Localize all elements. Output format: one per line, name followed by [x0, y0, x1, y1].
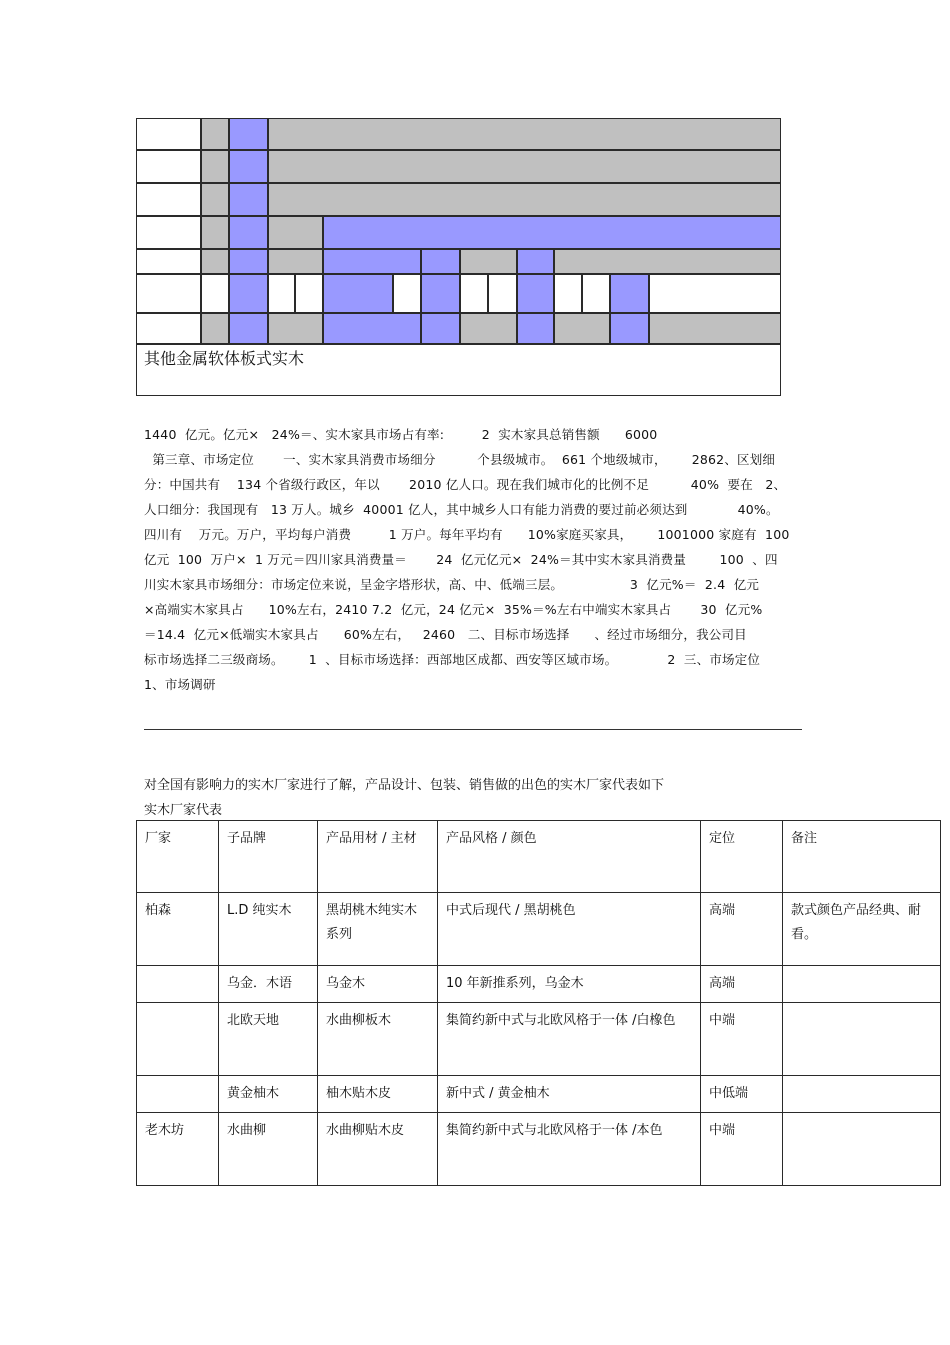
table-cell	[137, 1003, 219, 1076]
grid-gray-cell	[460, 249, 517, 274]
grid-blue-cell	[421, 313, 460, 344]
divider	[144, 729, 802, 730]
grid-blue-cell	[229, 183, 268, 216]
table-cell	[783, 966, 941, 1003]
grid-blue-cell	[517, 274, 554, 313]
table-cell: 水曲柳贴木皮	[318, 1113, 438, 1186]
grid-blue-cell	[229, 313, 268, 344]
table-cell: 中端	[701, 1003, 783, 1076]
table-header-row	[137, 821, 941, 893]
table-cell: 中式后现代 / 黑胡桃色	[438, 893, 701, 966]
paragraph-line: 四川有 万元。万户，平均每户消费 1 万户。每年平均有 10%家庭买家具， 1001000 家庭有 100	[144, 527, 790, 542]
table-row	[137, 1003, 941, 1076]
table-cell	[783, 1003, 941, 1076]
table-row	[137, 893, 941, 966]
header-cell: 产品风格 / 颜色	[438, 821, 701, 893]
table-cell: 中低端	[701, 1076, 783, 1113]
table-row	[137, 1113, 941, 1186]
manufacturer-table	[136, 820, 941, 1186]
table-cell: 乌金木	[318, 966, 438, 1003]
grid-gray-cell	[201, 118, 229, 150]
grid-blue-cell	[610, 274, 649, 313]
table-cell	[783, 1113, 941, 1186]
paragraph-line: 第三章、市场定位 一、实木家具消费市场细分 个县级城市。 661 个地级城市， 2862、区划细	[144, 452, 776, 467]
grid-label-cell	[136, 216, 201, 249]
table-cell: 10 年新推系列，乌金木	[438, 966, 701, 1003]
grid-white-cell	[393, 274, 421, 313]
grid-white-cell	[488, 274, 517, 313]
table-caption: 实木厂家代表	[144, 803, 223, 818]
table-cell: 黄金柚木	[219, 1076, 318, 1113]
grid-label-cell	[136, 150, 201, 183]
grid-white-cell	[295, 274, 323, 313]
table-cell	[137, 1076, 219, 1113]
table-cell: 高端	[701, 966, 783, 1003]
table-cell: 款式颜色产品经典、耐看。	[783, 893, 941, 966]
table-cell: 乌金．木语	[219, 966, 318, 1003]
paragraph-line: ＝14.4 亿元×低端实木家具占 60%左右， 2460 二、目标市场选择 、经过市场细分，我公司目	[144, 627, 747, 642]
grid-label-cell	[136, 118, 201, 150]
grid-gray-cell	[268, 313, 323, 344]
grid-diagram	[0, 0, 950, 400]
table-cell: 水曲柳	[219, 1113, 318, 1186]
grid-blue-cell	[421, 249, 460, 274]
grid-label-cell	[136, 249, 201, 274]
header-cell: 产品用材 / 主材	[318, 821, 438, 893]
table-cell: 水曲柳板木	[318, 1003, 438, 1076]
table-cell: 老木坊	[137, 1113, 219, 1186]
paragraph-line: ×高端实木家具占 10%左右，2410 7.2 亿元，24 亿元× 35%＝%左右中端实木家具占 30 亿元%	[144, 602, 763, 617]
grid-gray-bar	[554, 249, 781, 274]
paragraph-line: 人口细分：我国现有 13 万人。城乡 40001 亿人，其中城乡人口有能力消费的要过前必须达到 40%。	[144, 502, 779, 517]
header-cell: 备注	[783, 821, 941, 893]
grid-blue-cell	[229, 274, 268, 313]
grid-blue-cell	[323, 313, 421, 344]
table-row	[137, 966, 941, 1003]
paragraph-line: 亿元 100 万户× 1 万元＝四川家具消费量＝ 24 亿元亿元× 24%＝其中实木家具消费量 100 、四	[144, 552, 778, 567]
grid-label-cell	[136, 274, 201, 313]
table-cell: 集简约新中式与北欧风格于一体 /白橡色	[438, 1003, 701, 1076]
grid-blue-cell	[323, 249, 421, 274]
grid-gray-cell	[460, 313, 517, 344]
grid-gray-cell	[201, 183, 229, 216]
grid-gray-cell	[201, 249, 229, 274]
grid-blue-cell	[517, 313, 554, 344]
grid-blue-cell	[229, 118, 268, 150]
table-cell: 柚木贴木皮	[318, 1076, 438, 1113]
intro-text: 对全国有影响力的实木厂家进行了解，产品设计、包装、销售做的出色的实木厂家代表如下	[144, 778, 665, 793]
paragraph-line: 标市场选择二三级商场。 1 、目标市场选择：西部地区成都、西安等区域市场。 2 三、市场定位	[144, 652, 761, 667]
paragraph-line: 川实木家具市场细分：市场定位来说，呈金字塔形状，高、中、低端三层。 3 亿元%＝ 2.4 亿元	[144, 577, 760, 592]
grid-blue-cell	[323, 274, 393, 313]
paragraph-line: 1、市场调研	[144, 677, 216, 692]
header-cell: 定位	[701, 821, 783, 893]
grid-white-cell	[268, 274, 295, 313]
grid-blue-cell	[229, 249, 268, 274]
grid-caption: 其他金属软体板式实木	[144, 349, 305, 368]
table-cell: 北欧天地	[219, 1003, 318, 1076]
paragraph-line: 分：中国共有 134 个省级行政区，年以 2010 亿人口。现在我们城市化的比例不足 40% 要在 2、	[144, 477, 787, 492]
grid-gray-cell	[201, 313, 229, 344]
grid-gray-cell	[201, 150, 229, 183]
table-row	[137, 1076, 941, 1113]
grid-blue-cell	[610, 313, 649, 344]
grid-gray-bar	[268, 183, 781, 216]
grid-gray-cell	[554, 313, 610, 344]
grid-blue-cell	[421, 274, 460, 313]
table-cell: 中端	[701, 1113, 783, 1186]
table-cell	[137, 966, 219, 1003]
grid-gray-cell	[268, 249, 323, 274]
grid-blue-cell	[229, 216, 268, 249]
grid-white-cell	[201, 274, 229, 313]
table-cell: 黑胡桃木纯实木系列	[318, 893, 438, 966]
grid-gray-cell	[268, 216, 323, 249]
header-cell: 厂家	[137, 821, 219, 893]
table-cell: 新中式 / 黄金柚木	[438, 1076, 701, 1113]
table-cell: 集简约新中式与北欧风格于一体 /本色	[438, 1113, 701, 1186]
grid-white-cell	[460, 274, 488, 313]
grid-gray-cell	[201, 216, 229, 249]
header-cell: 子品牌	[219, 821, 318, 893]
table-cell: L.D 纯实木	[219, 893, 318, 966]
grid-blue-cell	[517, 249, 554, 274]
grid-white-cell	[554, 274, 582, 313]
grid-label-cell	[136, 183, 201, 216]
paragraph-line: 1440 亿元。亿元× 24%＝、实木家具市场占有率: 2 实木家具总销售额 6000	[144, 427, 658, 442]
table-cell	[783, 1076, 941, 1113]
grid-blue-bar	[323, 216, 781, 249]
grid-white-cell	[649, 274, 781, 313]
grid-label-cell	[136, 313, 201, 344]
grid-gray-bar	[268, 118, 781, 150]
grid-gray-bar	[268, 150, 781, 183]
table-cell: 柏森	[137, 893, 219, 966]
table-cell: 高端	[701, 893, 783, 966]
grid-white-cell	[582, 274, 610, 313]
grid-blue-cell	[229, 150, 268, 183]
grid-gray-bar	[649, 313, 781, 344]
